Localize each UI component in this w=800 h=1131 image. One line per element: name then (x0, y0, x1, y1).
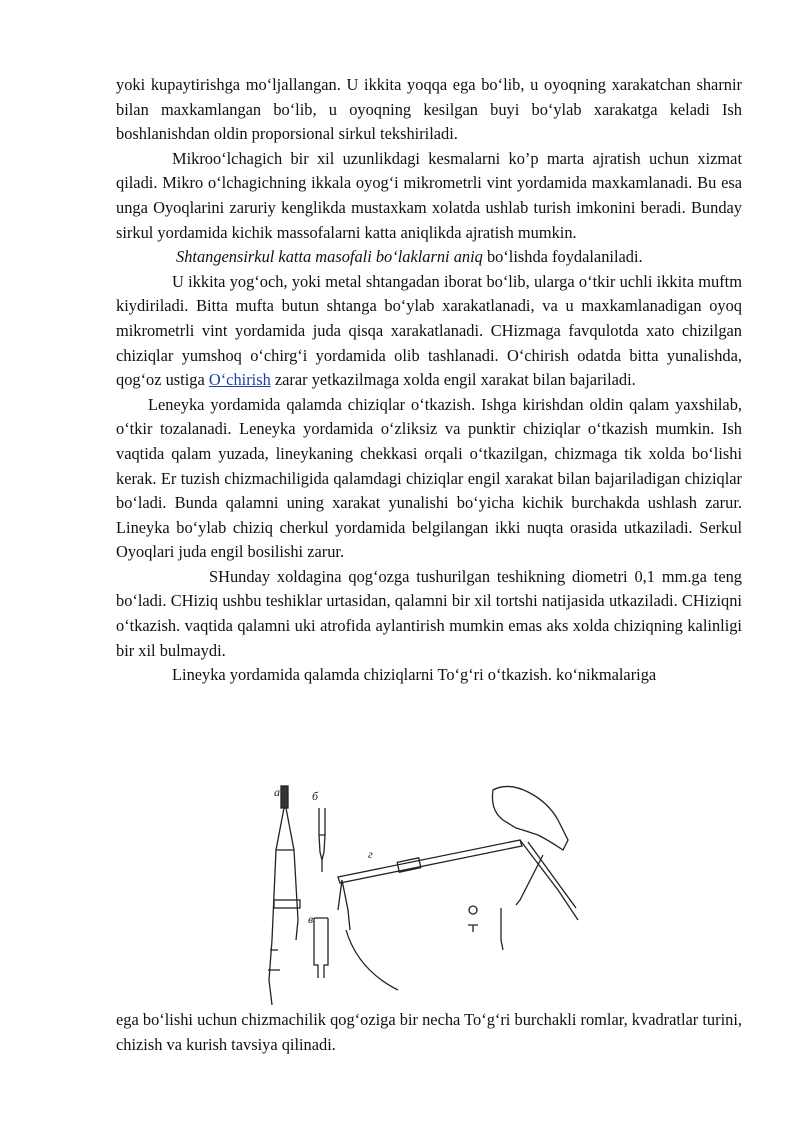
paragraph-2: Mikroo‘lchagich bir xil uzunlikdagi kesmalarni ko’p marta ajratish uchun xizmat qiladi. Mikro o‘lchagichning ikkala oyog‘i mikrometrli vint yordamida maxkamlanadi. Bu esa unga Oyoqlarini zaruriy kenglikda mustaxkam xolatda ushlab turish imkonini beradi. Bunday sirkul yordamida kichik massofalarni katta aniqlikda ajratish mumkin. (116, 148, 742, 242)
italic-term: Shtangensirkul katta masofali bo‘laklarni aniq (176, 247, 483, 267)
figure-label-b: б (312, 789, 319, 803)
ochirish-link[interactable]: O‘chirish (208, 370, 271, 390)
compass-right-leg (286, 808, 298, 920)
paragraph-6: SHunday xoldagina qog‘ozga tushurilgan teshikning diometri 0,1 mm.ga teng bo‘ladi. CHiziq ushbu teshiklar urtasidan, qalamni bir xil tortshi natijasida utkaziladi. CHiziqni o‘tkazish. vaqtida qalamni uki atrofida aylantirish mumkin emas aks xolda chiziqning kalinligi bir xil bulmaydi. (116, 566, 742, 660)
paragraph-3-rest: bo‘lishda foydalaniladi. (482, 247, 643, 267)
paragraph-8: ega bo‘lishi uchun chizmachilik qog‘oziga bir necha To‘g‘ri burchakli romlar, kvadratlar turini, chizish va kurish tavsiya qilinadi. (116, 1010, 742, 1054)
drawing-instruments-illustration (258, 780, 608, 1012)
paragraph-3 (116, 245, 742, 270)
compass-handle (281, 786, 288, 808)
paragraph-1: yoki kupaytirishga mo‘ljallangan. U ikkita yoqqa ega bo‘lib, u oyoqning xarakatchan sharnir bilan maxkamlangan bo‘lib, u oyoqning kesilgan buyi bo‘ylab xarakatga keladi Ish boshlanishdan oldin proporsional sirkul tekshiriladi. (116, 75, 742, 144)
figure-label-c: в (308, 912, 314, 926)
hand-outline (492, 786, 568, 850)
paragraph-5: Leneyka yordamida qalamda chiziqlar o‘tkazish. Ishga kirishdan oldin qalam yaxshilab, o‘tkir tozalanadi. Leneyka yordamida o‘zliksiz va punktir chiziqlar o‘tkazish mumkin. Ish vaqtida qalam yuzada, lineykaning chekkasi orqali o‘tkazilgan, chizmaga tik xolda bo‘lishi kerak. Er tuzish chizmachiligida qalamdagi chiziqlar engil xarakat bilan bajariladigan chiziqlar bo‘ladi. Bunda qalamni uning xarakat yunalishi bo‘yicha kichik burchakda ushlash zarur. Lineyka bo‘ylab chiziq cherkul yordamida belgilangan ikki nuqta orasida utkaziladi. Serkul Oyoqlari juda engil bosilishi zarur. (116, 394, 742, 562)
paragraph-7: Lineyka yordamida qalamda chiziqlarni To‘g‘ri o‘tkazish. ko‘nikmalariga (172, 665, 657, 685)
figure-label-a: a (274, 785, 280, 799)
drawing-instruments-figure (258, 780, 608, 1012)
text-block-top (116, 73, 742, 688)
figure-label-g: г (368, 847, 373, 861)
paragraph-4-tail: zarar yetkazilmaga xolda engil xarakat bilan bajariladi. (270, 370, 636, 390)
extension-insert (314, 918, 328, 978)
paragraph-4-text: U ikkita yog‘och, yoki metal shtangadan iborat bo‘lib, ularga o‘tkir uchli ikkita muftm kiydiriladi. Bitta mufta butun shtanga bo‘ylab xarakatlanadi, va u maxkamlanadigan oyoq mikrometrli vint yordamida juda qisqa xarakatlanadi. CHizmaga favqulotda xato chizilgan chiziqlar yumshoq o‘chirg‘i yordamida olib tashlanadi. O‘chirish odatda bitta yunalishda, qog‘oz ustiga (116, 271, 742, 390)
text-block-bottom (116, 1008, 742, 1057)
compass-left-leg (269, 808, 284, 1005)
beam-bar (338, 840, 522, 883)
paragraph-4 (116, 270, 742, 393)
pen-insert (319, 808, 325, 860)
